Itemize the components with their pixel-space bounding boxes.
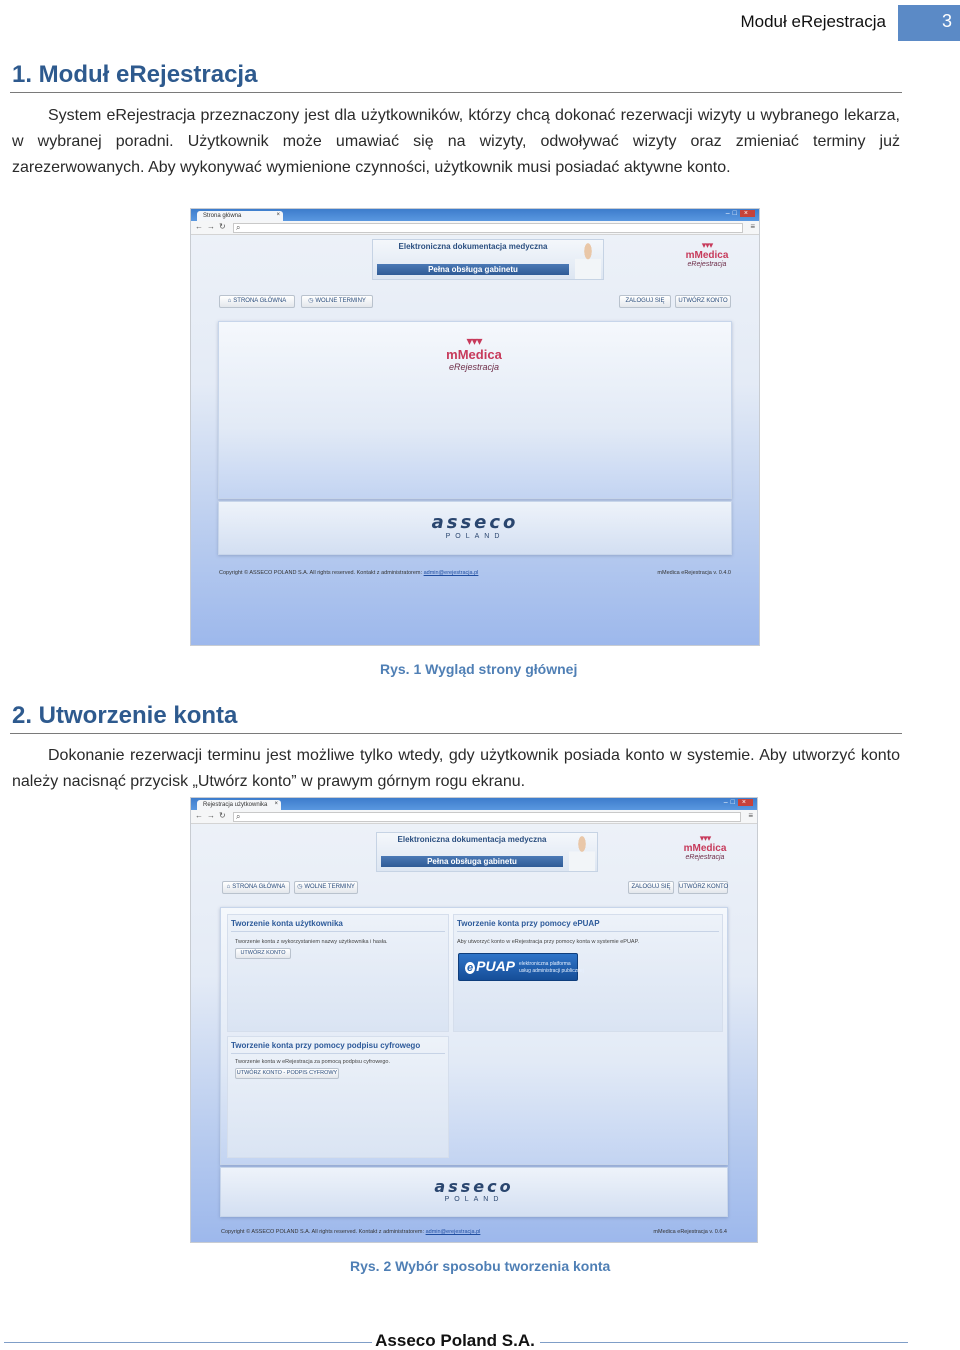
close-window-icon[interactable]: × <box>738 799 753 806</box>
user-account-option <box>227 914 449 1032</box>
back-icon[interactable]: ← <box>195 811 203 820</box>
asseco-country: POLAND <box>445 533 505 540</box>
epuap-account-text: Aby utworzyć konto w eRejestracja przy pomocy konta w systemie ePUAP. <box>457 939 640 945</box>
section-2-heading: 2. Utworzenie konta <box>12 702 238 729</box>
epuap-tagline: elektroniczna platforma usług administracji publicznej <box>519 961 584 974</box>
asseco-footer-panel <box>218 501 732 555</box>
screenshot-home-page <box>190 208 760 646</box>
address-bar[interactable] <box>233 812 741 822</box>
logo-mark-icon: ▾▾▾ <box>701 240 713 250</box>
admin-email-link[interactable]: admin@erejestracja.pl <box>425 1229 481 1235</box>
close-window-icon[interactable]: × <box>740 210 755 217</box>
forward-icon[interactable]: → <box>207 811 215 820</box>
menu-icon[interactable]: ≡ <box>750 222 755 231</box>
browser-toolbar <box>191 810 757 824</box>
reload-icon[interactable]: ↻ <box>219 811 226 820</box>
footer-company: Asseco Poland S.A. <box>375 1331 535 1350</box>
asseco-logo: asseco <box>431 512 519 533</box>
doctor-image <box>569 835 595 871</box>
user-account-rule <box>231 931 445 932</box>
mmedica-logo-small: ▾▾▾ mMedica eRejestracja <box>677 241 737 269</box>
logo-mark-large-icon: ▾▾▾ <box>466 334 482 348</box>
search-icon: ⌕ <box>236 223 241 232</box>
minimize-icon[interactable]: – <box>725 210 733 217</box>
nav-home-button[interactable]: ⌂ STRONA GŁÓWNA <box>222 881 290 894</box>
nav-create-account-button[interactable]: UTWÓRZ KONTO <box>678 881 728 894</box>
nav-login-button[interactable]: ZALOGUJ SIĘ <box>619 295 671 308</box>
search-icon: ⌕ <box>236 812 241 821</box>
header-banner <box>372 239 604 280</box>
asseco-logo: asseco <box>434 1177 514 1196</box>
banner-line-2: Pełna obsługa gabinetu <box>381 856 563 867</box>
browser-tab[interactable] <box>197 211 283 221</box>
clock-icon: ◷ <box>308 298 314 304</box>
digital-signature-option <box>227 1036 449 1158</box>
user-account-text: Tworzenie konta z wykorzystaniem nazwy użytkownika i hasła. <box>235 939 388 945</box>
window-controls <box>724 799 753 806</box>
section-1-paragraph-text: System eRejestracja przeznaczony jest dla użytkowników, którzy chcą dokonać rezerwacji wizyty u wybranego lekarza, w wybranej poradni. Użytkownik może umawiać się na wizyty, odwoływać wizyty oraz zmieniać terminy już zarezerwowanych. Aby wykonywać wymienione czynności, użytkownik musi posiadać aktywne konto. <box>12 107 900 176</box>
asseco-country: POLAND <box>444 1196 504 1203</box>
mmedica-logo-large: ▾▾▾ mMedica eRejestracja <box>429 334 519 372</box>
maximize-icon[interactable]: □ <box>730 799 738 806</box>
nav-free-slots-button[interactable]: ◷ WOLNE TERMINY <box>301 295 373 308</box>
create-account-signature-button[interactable]: UTWÓRZ KONTO - PODPIS CYFROWY <box>235 1068 339 1079</box>
version-note: mMedica eRejestracja v. 0.4.0 <box>657 570 731 576</box>
main-content-panel <box>218 321 732 499</box>
admin-email-link[interactable]: admin@erejestracja.pl <box>423 570 479 576</box>
nav-free-slots-button[interactable]: ◷ WOLNE TERMINY <box>294 881 358 894</box>
browser-tab-label: Rejestracja użytkownika <box>203 802 268 808</box>
asseco-footer-panel <box>220 1167 728 1217</box>
nav-login-button[interactable]: ZALOGUJ SIĘ <box>628 881 674 894</box>
browser-title-bar <box>191 209 759 221</box>
digital-signature-title: Tworzenie konta przy pomocy podpisu cyfrowego <box>231 1041 421 1050</box>
browser-tab[interactable] <box>197 800 281 810</box>
mmedica-logo-small: ▾▾▾ mMedica eRejestracja <box>675 834 735 862</box>
page-number-badge: 3 <box>898 5 960 41</box>
section-2-rule <box>10 733 902 734</box>
screenshot-account-creation <box>190 797 758 1243</box>
window-controls <box>726 210 755 217</box>
banner-line-2: Pełna obsługa gabinetu <box>377 264 569 275</box>
home-icon: ⌂ <box>226 884 231 890</box>
reload-icon[interactable]: ↻ <box>219 222 226 231</box>
minimize-icon[interactable]: – <box>723 799 731 806</box>
copyright-note: Copyright © ASSECO POLAND S.A. All rights reserved. Kontakt z administratorem: admin@erejestracja.pl <box>219 570 479 576</box>
epuap-account-rule <box>457 931 719 932</box>
digital-signature-text: Tworzenie konta w eRejestracja za pomocą podpisu cyfrowego. <box>235 1059 390 1065</box>
section-2-paragraph <box>12 743 900 795</box>
nav-create-account-button[interactable]: UTWÓRZ KONTO <box>675 295 731 308</box>
browser-title-bar <box>191 798 757 810</box>
clock-icon: ◷ <box>297 884 303 890</box>
browser-tab-label: Strona główna <box>203 213 242 219</box>
user-account-title: Tworzenie konta użytkownika <box>231 919 343 928</box>
section-1-paragraph <box>12 103 900 181</box>
header-banner <box>376 832 598 872</box>
back-icon[interactable]: ← <box>195 222 203 231</box>
doctor-image <box>575 242 601 279</box>
forward-icon[interactable]: → <box>207 222 215 231</box>
epuap-logo: e PUAP <box>467 958 516 974</box>
banner-line-1: Elektroniczna dokumentacja medyczna <box>398 242 548 251</box>
nav-home-button[interactable]: ⌂ STRONA GŁÓWNA <box>219 295 295 308</box>
epuap-account-option <box>453 914 723 1032</box>
home-icon: ⌂ <box>227 298 232 304</box>
tab-close-icon[interactable]: × <box>274 801 278 807</box>
section-2-paragraph-text: Dokonanie rezerwacji terminu jest możliwe tylko wtedy, gdy użytkownik posiada konto w systemie. Aby utworzyć konto należy nacisnąć przycisk „Utwórz konto” w prawym górnym rogu ekranu. <box>12 747 900 790</box>
copyright-note: Copyright © ASSECO POLAND S.A. All rights reserved. Kontakt z administratorem: admin@erejestracja.pl <box>221 1229 481 1235</box>
menu-icon[interactable]: ≡ <box>748 811 753 820</box>
running-header-title: Moduł eRejestracja <box>740 12 886 31</box>
figure-2-caption: Rys. 2 Wybór sposobu tworzenia konta <box>350 1258 611 1274</box>
logo-mark-icon: ▾▾▾ <box>699 833 711 843</box>
epuap-account-title: Tworzenie konta przy pomocy ePUAP <box>457 919 600 928</box>
digital-signature-rule <box>231 1053 445 1054</box>
maximize-icon[interactable]: □ <box>732 210 740 217</box>
epuap-login-button[interactable] <box>458 953 584 981</box>
tab-close-icon[interactable]: × <box>276 212 280 218</box>
address-bar[interactable] <box>233 223 743 233</box>
banner-line-1: Elektroniczna dokumentacja medyczna <box>397 835 547 844</box>
section-1-heading: 1. Moduł eRejestracja <box>12 61 258 88</box>
section-1-rule <box>10 92 902 93</box>
account-options-panel <box>220 907 728 1165</box>
browser-toolbar <box>191 221 759 235</box>
version-note: mMedica eRejestracja v. 0.6.4 <box>653 1229 727 1235</box>
figure-1-caption: Rys. 1 Wygląd strony głównej <box>380 661 578 677</box>
create-account-button[interactable]: UTWÓRZ KONTO <box>235 948 291 959</box>
